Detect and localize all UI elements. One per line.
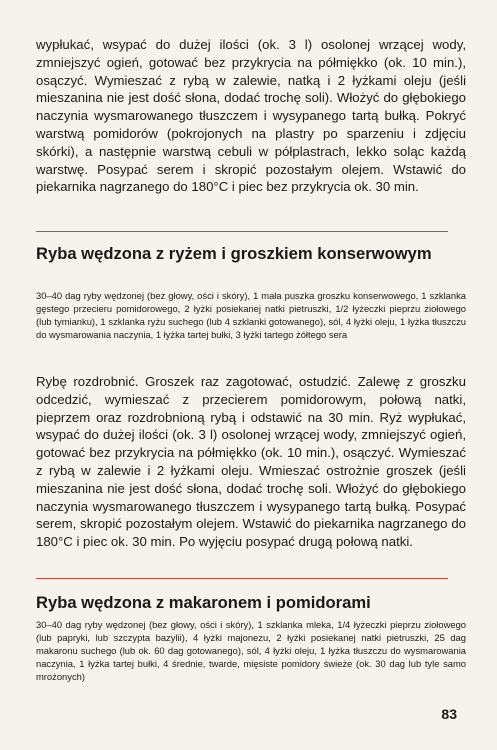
page-number: 83 [441, 706, 457, 722]
ingredients-list: 30–40 dag ryby wędzonej (bez głowy, ości i skóry), 1 szklanka mleka, 1/4 łyżeczki pieprzu ziołowego (lub papryki, lub szczypta bazylii), 4 łyżki majonezu, 2 łyżki posiekanej natki pietruszki, 25 dag makaronu suchego (lub ok. 60 dag gotowanego), sól, 4 łyżki oleju, 1 łyżka tłuszczu do wysmarowania naczynia, 1 łyżka tartej bułki, 4 średnie, twarde, mięsiste pomidory świeże (ok. 30 dag lub tyle samo mrożonych) [36, 619, 466, 682]
recipe-continuation-text: wypłukać, wsypać do dużej ilości (ok. 3 l) osolonej wrzącej wody, zmniejszyć ogień, gotować bez przykrycia na półmiękko (ok. 10 min.), osączyć. Wymieszać z rybą w zalewie, natką i 2 łyżkami oleju (jeśli mieszanina nie jest dość słona, dodać trochę soli). Włożyć do głębokiego naczynia wysmarowanego tłuszczem i wysypanego tartą bułką. Pokryć warstwą pomidorów (pokrojonych na plastry po sparzeniu i zdjęciu skórki), a następnie warstwą cebuli w półplastrach, lekko soląc każdą warstwę. Posypać serem i skropić pozostałym olejem. Wstawić do piekarnika nagrzanego do 180°C i piec bez przykrycia ok. 30 min. [36, 37, 466, 195]
recipe-title: Ryba wędzona z ryżem i groszkiem konserwowym [36, 244, 432, 263]
section-divider [36, 231, 448, 232]
ingredients-list: 30–40 dag ryby wędzonej (bez głowy, ości i skóry), 1 mała puszka groszku konserwowego, 1 szklanka gęstego przecieru pomidorowego, 2 łyżki posiekanej natki pietruszki, 1/2 łyżeczki pieprzu ziołowego (lub tymianku), 1 szklanka ryżu suchego (lub 4 szklanki gotowanego), sól, 4 łyżki oleju, 1 łyżka tłuszczu do wysmarowania naczynia, 1 łyżka tartej bułki, 3 łyżki tartego żółtego sera [36, 290, 466, 340]
recipe-method-text: Rybę rozdrobnić. Groszek raz zagotować, ostudzić. Zalewę z groszku odcedzić, wymieszać z przecierem pomidorowym, połową natki, pieprzem oraz rozdrobnioną rybą i odstawić na 30 min. Ryż wypłukać, wsypać do dużej ilości (ok. 3 l) osolonej wrzącej wody, zmniejszyć ogień, gotować bez przykrycia na półmiękko (ok. 10 min.), osączyć. Wymieszać z rybą w zalewie i 2 łyżkami oleju. Wmieszać ostrożnie groszek (jeśli mieszanina nie jest dość słona, dodać trochę soli. Włożyć do głębokiego naczynia wysmarowanego tłuszczem i wysypanego tartą bułką. Posypać serem, skropić pozostałym olejem. Wstawić do piekarnika nagrzanego do 180°C i piec ok. 30 min. Po wyjęciu posypać drugą połową natki. [36, 374, 466, 550]
section-divider [36, 578, 448, 579]
recipe-title: Ryba wędzona z makaronem i pomidorami [36, 593, 371, 612]
